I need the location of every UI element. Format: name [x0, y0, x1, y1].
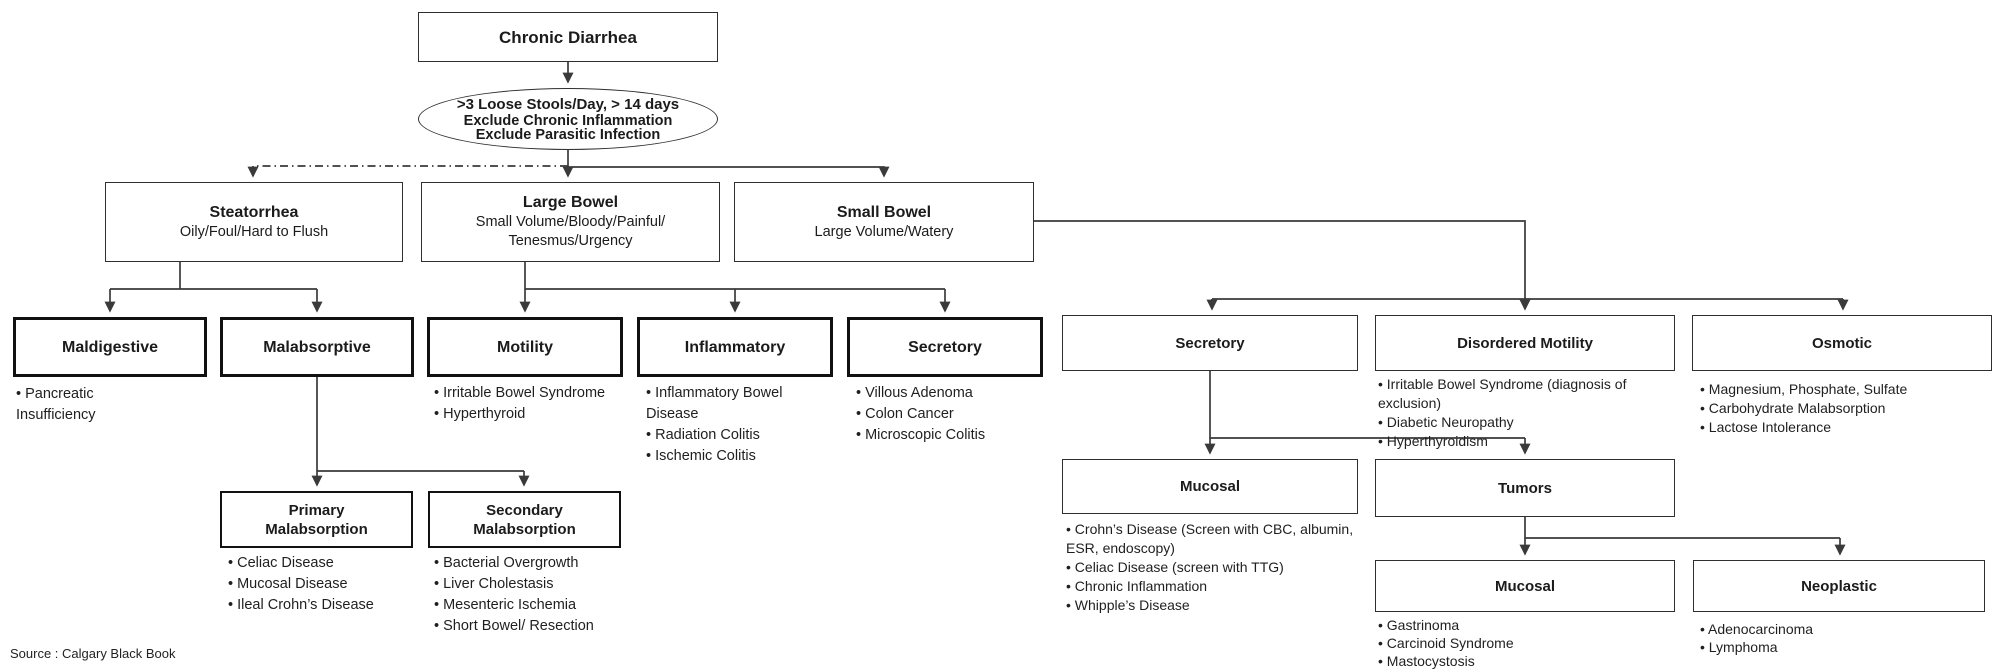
node-title: Steatorrhea	[209, 203, 299, 221]
node-neoplastic	[1693, 560, 1985, 612]
bullet-item: • Colon Cancer	[856, 406, 954, 422]
bullets-motility	[434, 383, 648, 425]
node-chronic-diarrhea	[418, 12, 718, 62]
node-subtitle: Small Volume/Bloody/Painful/	[475, 214, 666, 230]
bullets-secretory-large-bowel	[856, 383, 1046, 446]
bullet-item: • Mastocystosis	[1378, 653, 1475, 669]
bullets-maldigestive	[16, 384, 138, 426]
node-malabsorptive	[220, 317, 414, 377]
bullets-primary-malabsorption	[228, 553, 418, 616]
bullet-item: • Carcinoid Syndrome	[1378, 635, 1514, 651]
bullet-item: • Mesenteric Ischemia	[434, 597, 577, 613]
bullet-item: • Hyperthyroid	[434, 406, 526, 422]
source-credit: Source : Calgary Black Book	[10, 646, 176, 661]
node-title: Secretory	[1175, 334, 1245, 352]
bullet-item: • Irritable Bowel Syndrome	[434, 385, 606, 401]
bullet-item: • Irritable Bowel Syndrome (diagnosis of exclusion)	[1378, 376, 1627, 411]
node-title: Small Bowel	[836, 203, 932, 221]
bullet-item: • Diabetic Neuropathy	[1378, 414, 1514, 430]
node-title: Secondary	[486, 501, 563, 519]
bullet-item: • Celiac Disease (screen with TTG)	[1066, 559, 1284, 575]
node-inflammatory	[637, 317, 833, 377]
node-mucosal-secretory	[1062, 459, 1358, 514]
bullet-item: • Inflammatory Bowel Disease	[646, 385, 783, 422]
node-title: Osmotic	[1811, 334, 1872, 352]
bullet-item: • Whipple’s Disease	[1066, 597, 1190, 613]
node-title: Malabsorptive	[263, 338, 371, 356]
criteria-oval	[418, 88, 718, 150]
node-title: Large Bowel	[522, 194, 619, 211]
bullets-disordered-motility	[1378, 375, 1670, 451]
bullet-item: • Microscopic Colitis	[856, 427, 986, 443]
node-title: Primary	[288, 501, 345, 519]
node-mucosal-tumors	[1375, 560, 1675, 612]
bullet-item: • Carbohydrate Malabsorption	[1700, 400, 1886, 416]
bullets-osmotic	[1700, 380, 1992, 437]
bullet-item: • Magnesium, Phosphate, Sulfate	[1700, 381, 1908, 397]
node-subtitle: Tenesmus/Urgency	[508, 233, 633, 249]
node-secretory-small-bowel	[1062, 315, 1358, 371]
bullet-item: • Liver Cholestasis	[434, 576, 554, 592]
bullet-item: • Lymphoma	[1700, 639, 1778, 655]
bullet-item: • Villous Adenoma	[856, 385, 973, 401]
node-steatorrhea	[105, 182, 403, 262]
bullet-item: • Mucosal Disease	[228, 576, 348, 592]
node-osmotic	[1692, 315, 1992, 371]
node-motility	[427, 317, 623, 377]
bullet-item: • Chronic Inflammation	[1066, 578, 1208, 594]
node-title: Malabsorption	[265, 520, 368, 538]
criteria-line: Exclude Parasitic Infection	[475, 127, 661, 143]
bullets-secondary-malabsorption	[434, 553, 629, 637]
bullet-item: • Hyperthyroidism	[1378, 433, 1488, 449]
node-subtitle: Oily/Foul/Hard to Flush	[179, 223, 329, 240]
node-title: Tumors	[1498, 479, 1552, 497]
bullet-item: • Ischemic Colitis	[646, 448, 756, 464]
node-title: Malabsorption	[473, 520, 576, 538]
bullet-item: • Crohn’s Disease (Screen with CBC, albumin, ESR, endoscopy)	[1066, 521, 1354, 556]
node-disordered-motility	[1375, 315, 1675, 371]
node-tumors	[1375, 459, 1675, 517]
bullets-mucosal-tumors	[1378, 616, 1668, 670]
node-primary-malabsorption	[220, 491, 413, 548]
node-title: Maldigestive	[61, 338, 159, 356]
criteria-line: Exclude Chronic Inflammation	[463, 113, 673, 129]
node-title: Inflammatory	[684, 338, 786, 356]
node-secretory-large-bowel	[847, 317, 1043, 377]
node-title: Chronic Diarrhea	[499, 27, 637, 47]
node-small-bowel	[734, 182, 1034, 262]
node-title: Secretory	[908, 338, 982, 356]
bullet-item: • Bacterial Overgrowth	[434, 555, 579, 571]
bullets-inflammatory	[646, 383, 812, 467]
criteria-line: >3 Loose Stools/Day, > 14 days	[456, 96, 680, 113]
bullet-item: • Gastrinoma	[1378, 617, 1460, 633]
bullets-neoplastic	[1700, 620, 1980, 656]
bullet-item: • Radiation Colitis	[646, 427, 760, 443]
node-title: Motility	[497, 338, 553, 356]
node-large-bowel	[421, 182, 720, 262]
bullet-item: • Ileal Crohn’s Disease	[228, 597, 374, 613]
bullet-item: • Short Bowel/ Resection	[434, 618, 594, 634]
bullet-item: • Pancreatic Insufficiency	[16, 386, 96, 423]
node-title: Mucosal	[1179, 478, 1240, 495]
node-title: Disordered Motility	[1457, 334, 1593, 352]
node-secondary-malabsorption	[428, 491, 621, 548]
node-title: Mucosal	[1494, 577, 1555, 595]
node-title: Neoplastic	[1801, 577, 1877, 595]
bullet-item: • Celiac Disease	[228, 555, 334, 571]
bullets-mucosal-secretory	[1066, 520, 1358, 615]
bullet-item: • Lactose Intolerance	[1700, 419, 1831, 435]
node-maldigestive	[13, 317, 207, 377]
node-subtitle: Large Volume/Watery	[814, 223, 954, 240]
bullet-item: • Adenocarcinoma	[1700, 621, 1814, 637]
